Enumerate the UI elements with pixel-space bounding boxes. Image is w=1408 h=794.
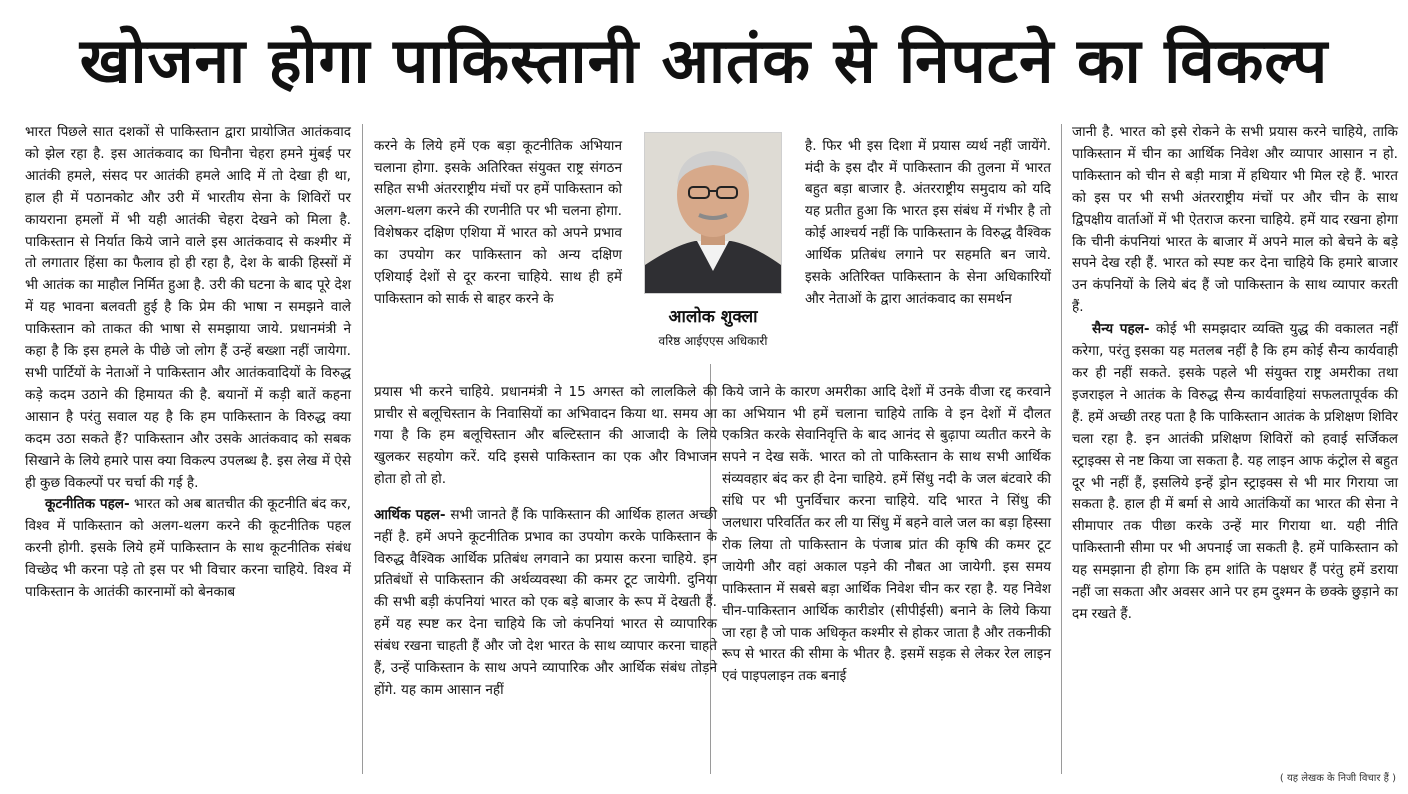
headline: खोजना होगा पाकिस्तानी आतंक से निपटने का विकल्प xyxy=(79,24,1329,97)
paragraph: है. फिर भी इस दिशा में प्रयास व्यर्थ नहीं जायेंगे. मंदी के इस दौर में पाकिस्तान की तुलना में भारत बहुत बड़ा बाजार है. अंतरराष्ट्रीय समुदाय को यदि यह प्रतीत हुआ कि भारत इस संबंध में गंभीर है तो कोई आश्चर्य नहीं कि पाकिस्तान के विरुद्ध वैश्विक आर्थिक प्रतिबंध लगाने पर सहमति बन जाये. इसके अतिरिक्त पाकिस्तान के सेना अधिकारियों और नेताओं के द्वारा आतंकवाद का समर्थन xyxy=(805,137,1051,307)
section-military xyxy=(1072,319,1398,626)
section-heading: आर्थिक पहल- xyxy=(374,506,446,523)
disclaimer-note: ( यह लेखक के निजी विचार हैं ) xyxy=(1279,773,1396,784)
section-diplomatic xyxy=(25,494,351,604)
section-body: कोई भी समझदार व्यक्ति युद्ध की वकालत नहीं करेगा, परंतु इसका यह मतलब नहीं है कि हम कोई सैन्य कार्यवाही कर ही नहीं सकते. इसके पहले भी संयुक्त राष्ट्र अमरीका तथा इजराइल ने आतंक के विरुद्ध सैन्य कार्यवाहियां सफलतापूर्वक की हैं. हमें अच्छी तरह पता है कि पाकिस्तान आतंक के प्रशिक्षण शिविर चला रहा है. इन आतंकी प्रशिक्षण शिविरों को हवाई सर्जिकल स्ट्राइक्स से नष्ट किया जा सकता है. यह लाइन आफ कंट्रोल से बहुत दूर भी नहीं हैं, इसलिये इन्हें ड्रोन स्ट्राइक्स से भी मार गिराया जा सकता है. हाल ही में बर्मा से आये आतंकियों का भारत की सेना ने सीमापार तक पीछा करके उन्हें मार गिराया था. यही नीति पाकिस्तानी सीमा पर भी अपनाई जा सकती है. हमें पाकिस्तान को यह समझाना ही होगा कि हम शांति के पक्षधर हैं परंतु हमें डराया नहीं जा सकता और अवसर आने पर हम दुश्मन के छक्के छुड़ाने का दम रखते हैं. xyxy=(1072,321,1398,622)
article-column-3-top xyxy=(805,122,1051,324)
article-column-2 xyxy=(374,368,717,715)
section-heading: सैन्य पहल- xyxy=(1092,321,1150,338)
section-heading: कूटनीतिक पहल- xyxy=(45,496,130,513)
article-column-4 xyxy=(1072,122,1398,626)
column-divider xyxy=(362,124,363,774)
article-column-2-top xyxy=(374,122,622,324)
paragraph: करने के लिये हमें एक बड़ा कूटनीतिक अभियान चलाना होगा. इसके अतिरिक्त संयुक्त राष्ट्र संगठन सहित सभी अंतरराष्ट्रीय मंचों पर हमें पाकिस्तान को अलग-थलग करने की रणनीति पर भी चलना होगा. विशेषकर दक्षिण एशिया में भारत को अपने प्रभाव का उपयोग कर पाकिस्तान को अन्य दक्षिण एशियाई देशों से दूर करना चाहिये. साथ ही हमें पाकिस्तान को सार्क से बाहर करने के xyxy=(374,137,622,307)
author-name: आलोक शुक्ला xyxy=(668,307,758,327)
paragraph: जानी है. भारत को इसे रोकने के सभी प्रयास करने चाहिये, ताकि पाकिस्तान में चीन का आर्थिक निवेश और व्यापार आसान न हो. पाकिस्तान को चीन से बड़ी मात्रा में हथियार भी मिल रहे हैं. भारत को इस पर भी सभी अंतरराष्ट्रीय मंचों पर और चीन के साथ द्विपक्षीय वार्ताओं में भी ऐतराज करना चाहिये. हमें याद रखना होगा कि चीनी कंपनियां भारत के बाजार में अपने माल को बेचने के बड़े सपने देख रही हैं. भारत को स्पष्ट कर देना चाहिये कि हमारे बाजार उन कंपनियों के लिये बंद हैं जो पाकिस्तान के साथ व्यापार करती हैं. xyxy=(1072,124,1398,316)
article-column-3 xyxy=(722,368,1051,702)
paragraph: प्रयास भी करने चाहिये. प्रधानमंत्री ने 15 अगस्त को लालकिले की प्राचीर से बलूचिस्तान के निवासियों का अभिवादन किया था. समय आ गया है कि हम बलूचिस्तान और बल्टिस्तान की आजादी के लिये खुलकर सहयोग करें. यदि इससे पाकिस्तान का एक और विभाजन होता हो तो हो. xyxy=(374,383,717,488)
author-title: वरिष्ठ आईएएस अधिकारी xyxy=(658,334,768,348)
column-divider xyxy=(1061,124,1062,774)
section-body: भारत को अब बातचीत की कूटनीति बंद कर, विश्व में पाकिस्तान को अलग-थलग करने की कूटनीतिक पहल करनी होगी. इसके लिये हमें पाकिस्तान के साथ कूटनीतिक संबंध विच्छेद भी करना पड़े तो इस पर भी विचार करना चाहिये. विश्व में पाकिस्तान के आतंकी कारनामों को बेनकाब xyxy=(25,496,351,601)
paragraph: किये जाने के कारण अमरीका आदि देशों में उनके वीजा रद्द करवाने का अभियान भी हमें चलाना चाहिये ताकि वे इन देशों में दौलत एकत्रित करके सेवानिवृत्ति के बाद आनंद से बुढ़ापा व्यतीत करने के सपने न देख सकें. भारत को तो पाकिस्तान के साथ सभी आर्थिक संव्यवहार बंद कर ही देना चाहिये. हमें सिंधु नदी के जल बंटवारे की संधि पर भी पुनर्विचार करना चाहिये. यदि भारत ने सिंधु की जलधारा परिवर्तित कर ली या सिंधु में बहने वाले जल का बड़ा हिस्सा रोक लिया तो पाकिस्तान के पंजाब प्रांत की कृषि की कमर टूट जायेगी और वहां अकाल पड़ने की नौबत आ जायेगी. इस समय पाकिस्तान में सबसे बड़ा आर्थिक निवेश चीन कर रहा है. यह निवेश चीन-पाकिस्तान आर्थिक कारीडोर (सीपीईसी) बनाने के लिये किया जा रहा है जो पाक अधिकृत कश्मीर से होकर जाता है और तकनीकी रूप से भारत की सीमा के भीतर है. इसमें सड़क से लेकर रेल लाइन एवं पाइपलाइन तक बनाई xyxy=(722,383,1051,685)
author-box xyxy=(628,118,798,360)
intro-paragraph: भारत पिछले सात दशकों से पाकिस्तान द्वारा प्रायोजित आतंकवाद को झेल रहा है. इस आतंकवाद का घिनौना चेहरा हमने मुंबई पर आतंकी हमले, संसद पर आतंकी हमले आदि में तो देखा ही था, हाल ही में पठानकोट और उरी में भारतीय सेना के शिविरों पर कायराना हमलों में भी यही आतंकी चेहरा देखने को मिला है. पाकिस्तान से निर्यात किये जाने वाले इस आतंकवाद से कश्मीर में तो लगातार हिंसा का फैलाव हो ही रहा है, देश के बाकी हिस्सों में भी आतंक का माहौल निर्मित हुआ है. उरी की घटना के बाद पूरे देश में यह भावना बलवती हुई है कि प्रेम की भाषा न समझने वाले पाकिस्तान को ताकत की भाषा से समझाया जाये. प्रधानमंत्री ने कहा है कि इस हमले के पीछे जो लोग हैं उन्हें बख्शा नहीं जायेगा. सभी पार्टियों के नेताओं ने पाकिस्तान और आतंकवादियों के विरुद्ध कड़े कदम उठाने की हिमायत की है. बयानों में कड़ी बातें कहना आसान है परंतु सवाल यह है कि हम पाकिस्तान के विरुद्ध क्या कदम उठा सकते हैं? पाकिस्तान और उसके आतंकवाद को सबक सिखाने के लिये हमारे पास क्या विकल्प उपलब्ध है. इस लेख में ऐसे ही कुछ विकल्पों पर चर्चा की गई है. xyxy=(25,124,352,491)
author-photo xyxy=(644,132,782,294)
section-body: सभी जानते हैं कि पाकिस्तान की आर्थिक हालत अच्छी नहीं है. हमें अपने कूटनीतिक प्रभाव का उपयोग करके पाकिस्तान के विरुद्ध वैश्विक आर्थिक प्रतिबंध लगवाने का प्रयास करना चाहिये. इन प्रतिबंधों से पाकिस्तान की अर्थव्यवस्था की कमर टूट जायेगी. दुनिया की सभी बड़ी कंपनियां भारत को एक बड़े बाजार के रूप में देखती हैं. हमें यह स्पष्ट कर देना चाहिये कि जो कंपनियां भारत से व्यापारिक संबंध रखना चाहती हैं और जो देश भारत के साथ व्यापार करना चाहते हैं, उन्हें पाकिस्तान के साथ अपने व्यापारिक और आर्थिक संबंध तोड़ने होंगे. यह काम आसान नहीं xyxy=(374,506,717,698)
author-portrait-icon xyxy=(645,133,781,293)
section-economic xyxy=(374,505,717,702)
article-column-1 xyxy=(25,122,351,604)
